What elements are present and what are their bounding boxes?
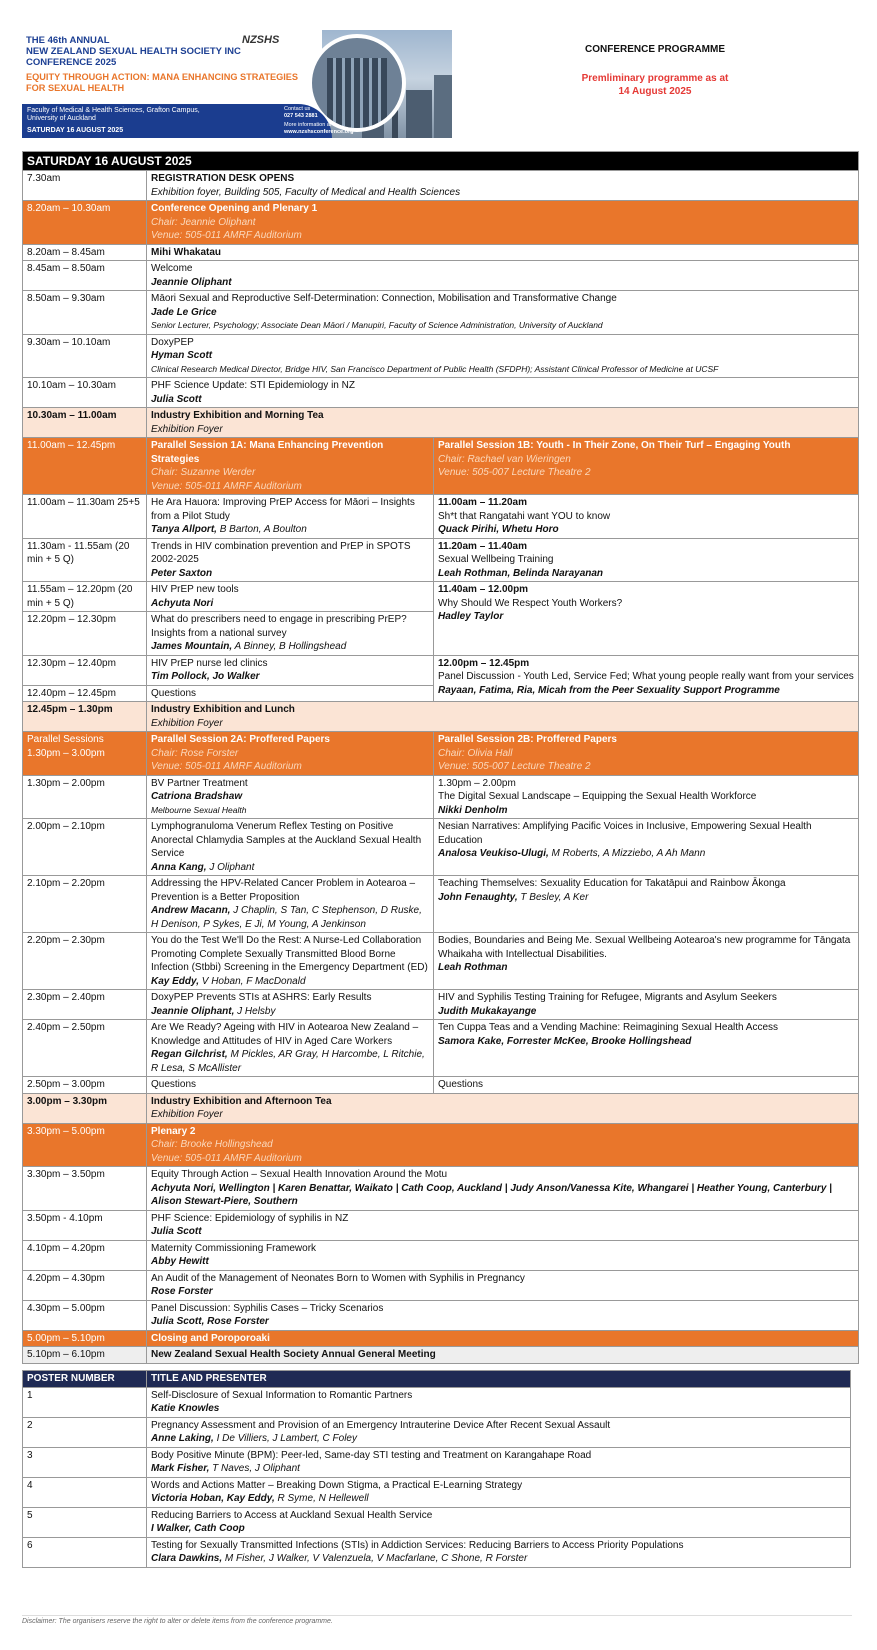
session2-row — [23, 775, 859, 819]
item-text: New Zealand Sexual Health Society Annual General Meeting — [151, 1349, 436, 1360]
parallel-session-header-row — [23, 732, 859, 776]
nzshs-logo: NZSHS — [242, 34, 280, 46]
presenter-name: John Fenaughty, — [438, 891, 518, 903]
programme-title: CONFERENCE PROGRAMME — [584, 44, 725, 55]
time-cell: 11.55am – 12.20pm (20 min + 5 Q) — [23, 582, 147, 612]
presenter-name: Rayaan, Fatima, Ria, Micah from the Peer Sexuality Support Programme — [438, 684, 780, 696]
item-text: 1.30pm – 2.00pm — [438, 777, 516, 789]
session1a-item — [147, 685, 434, 702]
item-text: Bodies, Boundaries and Being Me. Sexual Wellbeing Aotearoa's new programme for Tāngata Whaikaha with Intellectual Disabilities. — [438, 935, 851, 960]
session2a-item — [147, 819, 434, 876]
poster-number-header: POSTER NUMBER — [23, 1371, 147, 1388]
schedule-item — [147, 1210, 859, 1240]
time-cell: 12.20pm – 12.30pm — [23, 612, 147, 656]
presenter-name: Andrew Macann, — [151, 905, 231, 916]
session-detail: Chair: Rose Forster — [151, 747, 239, 759]
item-text: Māori Sexual and Reproductive Self-Determination: Connection, Mobilisation and Transformative Change — [151, 293, 617, 304]
banner-subtitle-line: FOR SEXUAL HEALTH — [26, 83, 125, 93]
item-text: He Ara Hauora: Improving PrEP Access for Māori – Insights from a Pilot Study — [151, 497, 415, 522]
banner-title-line: NEW ZEALAND SEXUAL HEALTH SOCIETY INC — [26, 46, 241, 57]
session2b-item — [434, 819, 859, 876]
item-text: What do prescribers need to engage in prescribing PrEP? Insights from a national survey — [151, 614, 407, 639]
presenter-name: James Mountain, — [151, 641, 233, 652]
parallel-session-b — [434, 438, 859, 495]
parallel-session-a — [147, 732, 434, 776]
poster-title-presenter — [147, 1417, 851, 1447]
schedule-row — [23, 244, 859, 261]
banner-venue-line: University of Auckland — [27, 115, 96, 122]
time-cell: 9.30am – 10.10am — [23, 334, 147, 378]
poster-row — [23, 1417, 851, 1447]
presenter-name: Abby Hewitt — [151, 1256, 209, 1267]
session-detail: Venue: 505-011 AMRF Auditorium — [151, 761, 302, 772]
session-title: Closing and Poroporoaki — [151, 1332, 270, 1344]
poster-title-presenter — [147, 1447, 851, 1477]
presenter-name: Anna Kang, — [151, 861, 207, 873]
time-cell: 11.00am – 12.45pm — [23, 438, 147, 495]
schedule-item — [147, 1330, 859, 1347]
schedule-row — [23, 1167, 859, 1211]
poster-lead-presenter: I Walker, — [151, 1523, 192, 1534]
posters-table — [22, 1370, 851, 1568]
schedule-row — [23, 1347, 859, 1364]
time-cell: 8.20am – 8.45am — [23, 244, 147, 261]
session-title: Parallel Session 1B: Youth - In Their Zone, On Their Turf – Engaging Youth — [438, 440, 791, 451]
poster-coauthors: R Syme, N Hellewell — [274, 1493, 369, 1504]
session2a-item — [147, 775, 434, 819]
time-cell: 4.20pm – 4.30pm — [23, 1270, 147, 1300]
time-cell: 2.50pm – 3.00pm — [23, 1077, 147, 1094]
item-text: Nesian Narratives: Amplifying Pacific Voices in Inclusive, Empowering Sexual Health Education — [438, 821, 812, 846]
banner-contact-line: More information at — [284, 122, 332, 128]
posters-header-row — [23, 1371, 851, 1388]
time-cell: 2.40pm – 2.50pm — [23, 1020, 147, 1077]
schedule-row — [23, 1093, 859, 1123]
session-title: Parallel Session 2A: Proffered Papers — [151, 734, 330, 745]
poster-lead-presenter: Anne Laking, — [151, 1433, 214, 1444]
time-cell: 5.00pm – 5.10pm — [23, 1330, 147, 1347]
disclaimer: Disclaimer: The organisers reserve the right to alter or delete items from the conference programme. — [22, 1615, 852, 1625]
presenter-name: Jeannie Oliphant — [151, 276, 232, 288]
poster-number: 6 — [23, 1537, 147, 1567]
poster-title: Body Positive Minute (BPM): Peer-led, Same-day STI testing and Treatment on Karangahape Road — [151, 1449, 592, 1461]
session-detail: Chair: Jeannie Oliphant — [151, 216, 256, 228]
poster-title: Pregnancy Assessment and Provision of an Emergency Intrauterine Device After Recent Sexual Assault — [151, 1419, 611, 1431]
banner-contact-link[interactable]: www.nzshsconference.org — [284, 129, 354, 135]
poster-lead-presenter: Clara Dawkins, — [151, 1553, 223, 1564]
item-text: V Hoban, F MacDonald — [198, 975, 306, 987]
session2-row — [23, 876, 859, 933]
poster-title: Self-Disclosure of Sexual Information to Romantic Partners — [151, 1389, 413, 1401]
item-text: J Chaplin, S Tan, C Stephenson, D Ruske, H Denison, P Sykes, E Ji, M Young, A Jenkinson — [151, 905, 422, 930]
presenter-name: Quack Pirihi, Whetu Horo — [438, 524, 559, 535]
item-text: Exhibition Foyer — [151, 1109, 223, 1120]
item-text: HIV PrEP nurse led clinics — [151, 657, 268, 669]
schedule-item — [147, 378, 859, 408]
item-text: J Oliphant — [206, 861, 255, 873]
parallel-session-header-row — [23, 438, 859, 495]
session-detail: Chair: Brooke Hollingshead — [151, 1139, 273, 1150]
item-text: REGISTRATION DESK OPENS — [151, 173, 295, 184]
time-cell: 8.45am – 8.50am — [23, 261, 147, 291]
time-line: 1.30pm – 3.00pm — [27, 747, 105, 759]
item-text: Questions — [151, 1079, 197, 1090]
time-cell: 2.00pm – 2.10pm — [23, 819, 147, 876]
poster-coauthors: M Fisher, J Walker, V Valenzuela, V Macfarlane, C Shone, R Forster — [222, 1553, 528, 1564]
parallel-session-a — [147, 438, 434, 495]
banner-subtitle-line: EQUITY THROUGH ACTION: MANA ENHANCING STRATEGIES — [26, 72, 299, 82]
item-text: Teaching Themselves: Sexuality Education for Takatāpui and Rainbow Ākonga — [438, 878, 786, 889]
item-text: B Barton, A Boulton — [216, 524, 307, 535]
item-text: HIV and Syphilis Testing Training for Refugee, Migrants and Asylum Seekers — [438, 992, 777, 1003]
time-cell: 2.10pm – 2.20pm — [23, 876, 147, 933]
time-cell: 11.30am - 11.55am (20 min + 5 Q) — [23, 538, 147, 582]
time-line: Parallel Sessions — [27, 734, 104, 745]
poster-title-presenter — [147, 1387, 851, 1417]
presenter-name: Leah Rothman — [438, 962, 508, 973]
poster-number: 1 — [23, 1387, 147, 1417]
time-cell: 3.00pm – 3.30pm — [23, 1093, 147, 1123]
session1b-item — [434, 582, 859, 656]
poster-title-presenter — [147, 1477, 851, 1507]
session1-row — [23, 582, 859, 612]
preliminary-note — [560, 72, 750, 98]
time-cell: 7.30am — [23, 171, 147, 201]
item-text: DoxyPEP — [151, 336, 194, 348]
presenter-name: Jade Le Grice — [151, 306, 217, 318]
item-text: Sexual Wellbeing Training — [438, 554, 554, 565]
poster-row — [23, 1447, 851, 1477]
presenter-name: Rose Forster — [151, 1286, 213, 1297]
poster-title-presenter — [147, 1507, 851, 1537]
session1a-item — [147, 495, 434, 539]
session-detail: Venue: 505-007 Lecture Theatre 2 — [438, 467, 591, 478]
item-text: M Roberts, A Mizziebo, A Ah Mann — [548, 848, 706, 859]
session2-row — [23, 1077, 859, 1094]
session2b-item — [434, 775, 859, 819]
item-text: Maternity Commissioning Framework — [151, 1242, 317, 1254]
schedule-row — [23, 291, 859, 335]
item-text: Exhibition Foyer — [151, 423, 223, 435]
time-cell: 2.20pm – 2.30pm — [23, 933, 147, 990]
presenter-name: Tanya Allport, — [151, 524, 217, 535]
poster-number: 3 — [23, 1447, 147, 1477]
session-detail: Chair: Suzanne Werder — [151, 467, 256, 478]
item-text: Industry Exhibition and Morning Tea — [151, 410, 324, 421]
item-text: You do the Test We'll Do the Rest: A Nurse-Led Collaboration Promoting Complete Sexually Transmitted Blood Borne Infection (Stbbi) Screening in the Emergency Department (ED) — [151, 935, 428, 973]
time-cell: 5.10pm – 6.10pm — [23, 1347, 147, 1364]
session-detail: Venue: 505-007 Lecture Theatre 2 — [438, 761, 591, 772]
time-cell: 3.50pm - 4.10pm — [23, 1210, 147, 1240]
schedule-row — [23, 1330, 859, 1347]
session1b-item — [434, 655, 859, 702]
item-text: Senior Lecturer, Psychology; Associate Dean Māori / Manupiri, Faculty of Science Administration, University of Auckland — [151, 320, 603, 330]
preliminary-note-line: Premliminary programme as at — [581, 73, 729, 84]
schedule-item — [147, 1093, 859, 1123]
schedule-row — [23, 1123, 859, 1167]
schedule-item — [147, 408, 859, 438]
schedule-table — [22, 151, 859, 1364]
poster-title-presenter — [147, 1537, 851, 1567]
session2b-item — [434, 990, 859, 1020]
item-text: Mihi Whakatau — [151, 246, 222, 258]
banner-venue-band — [22, 104, 354, 138]
session2-row — [23, 1020, 859, 1077]
item-text: Exhibition Foyer — [151, 717, 223, 729]
item-text: Lymphogranuloma Venerum Reflex Testing on Positive Anorectal Chlamydia Samples at the Auckland Sexual Health Service — [151, 821, 422, 859]
schedule-row — [23, 702, 859, 732]
schedule-row — [23, 1240, 859, 1270]
poster-lead-presenter: Katie Knowles — [151, 1403, 220, 1414]
item-text: J Helsby — [234, 1005, 276, 1017]
item-text: The Digital Sexual Landscape – Equipping the Sexual Health Workforce — [438, 791, 757, 802]
banner-title-line: THE 46th ANNUAL — [26, 35, 110, 46]
poster-coauthors: T Naves, J Oliphant — [209, 1463, 300, 1474]
session1-row — [23, 655, 859, 685]
session-detail: Venue: 505-011 AMRF Auditorium — [151, 230, 302, 241]
presenter-name: Samora Kake, Forrester McKee, Brooke Hollingshead — [438, 1035, 692, 1047]
poster-row — [23, 1537, 851, 1567]
schedule-item — [147, 171, 859, 201]
schedule-item — [147, 291, 859, 335]
session2a-item — [147, 933, 434, 990]
poster-lead-presenter: Victoria Hoban, Kay Eddy, — [151, 1493, 275, 1504]
schedule-row — [23, 201, 859, 245]
presenter-name: Julia Scott, Rose Forster — [151, 1316, 269, 1327]
item-text: An Audit of the Management of Neonates Born to Women with Syphilis in Pregnancy — [151, 1272, 525, 1284]
session2b-item — [434, 876, 859, 933]
session1b-item — [434, 495, 859, 539]
item-text: Panel Discussion - Youth Led, Service Fed; What young people really want from your services — [438, 671, 854, 682]
poster-number: 5 — [23, 1507, 147, 1537]
session2a-item — [147, 990, 434, 1020]
day-header-row — [23, 152, 859, 171]
session1a-item — [147, 582, 434, 612]
poster-title-header: TITLE AND PRESENTER — [147, 1371, 851, 1388]
schedule-item — [147, 334, 859, 378]
time-cell: 10.30am – 11.00am — [23, 408, 147, 438]
time-cell: 2.30pm – 2.40pm — [23, 990, 147, 1020]
session2b-item — [434, 1077, 859, 1094]
item-text: Melbourne Sexual Health — [151, 804, 247, 815]
session2-row — [23, 819, 859, 876]
time-cell: 12.30pm – 12.40pm — [23, 655, 147, 685]
item-text: 11.20am – 11.40am — [438, 540, 527, 552]
presenter-name: Leah Rothman, Belinda Narayanan — [438, 567, 604, 579]
time-cell: 10.10am – 10.30am — [23, 378, 147, 408]
schedule-row — [23, 1300, 859, 1330]
schedule-item — [147, 702, 859, 732]
session2a-item — [147, 1077, 434, 1094]
session-detail: Chair: Olivia Hall — [438, 747, 513, 759]
banner-date: SATURDAY 16 AUGUST 2025 — [27, 127, 124, 134]
item-text: Industry Exhibition and Lunch — [151, 704, 295, 715]
session2-row — [23, 933, 859, 990]
time-cell: 4.30pm – 5.00pm — [23, 1300, 147, 1330]
time-cell: 11.00am – 11.30am 25+5 — [23, 495, 147, 539]
poster-row — [23, 1477, 851, 1507]
banner-title-line: CONFERENCE 2025 — [26, 57, 117, 68]
schedule-row — [23, 1210, 859, 1240]
poster-title: Testing for Sexually Transmitted Infections (STIs) in Addiction Services: Reducing Barriers to Access Priority Populations — [151, 1539, 684, 1551]
session-title: Parallel Session 1A: Mana Enhancing Prevention Strategies — [151, 440, 384, 465]
presenter-name: Regan Gilchrist, — [151, 1049, 228, 1060]
schedule-item — [147, 1347, 859, 1364]
item-text: Exhibition foyer, Building 505, Faculty of Medical and Health Sciences — [151, 186, 461, 198]
presenter-name: Hadley Taylor — [438, 611, 504, 622]
time-cell: 3.30pm – 5.00pm — [23, 1123, 147, 1167]
session-title: Conference Opening and Plenary 1 — [151, 203, 318, 214]
item-text: Welcome — [151, 263, 193, 274]
presenter-name: Kay Eddy, — [151, 975, 199, 987]
session1a-item — [147, 538, 434, 582]
presenter-name: Achyuta Nori — [151, 597, 214, 609]
item-text: Questions — [151, 687, 197, 699]
session2a-item — [147, 876, 434, 933]
schedule-row — [23, 261, 859, 291]
item-text: Questions — [438, 1079, 484, 1090]
presenter-name: Hyman Scott — [151, 350, 213, 361]
poster-row — [23, 1387, 851, 1417]
session1b-item — [434, 538, 859, 582]
item-text: M Pickles, AR Gray, H Harcombe, L Ritchie, R Lesa, S McAllister — [151, 1049, 425, 1074]
session2-row — [23, 990, 859, 1020]
item-text: BV Partner Treatment — [151, 777, 248, 789]
presenter-name: Analosa Veukiso-Ulugi, — [438, 848, 549, 859]
time-cell: 1.30pm – 2.00pm — [23, 775, 147, 819]
poster-number: 4 — [23, 1477, 147, 1507]
presenter-name: Achyuta Nori, Wellington | Karen Benattar, Waikato | Cath Coop, Auckland | Judy Anson/Vanessa Kite, Whangarei | Heather Young, Canterbury | Alison Stewart-Piere, Southern — [151, 1182, 832, 1207]
banner-contact-line: Contact us — [284, 106, 311, 112]
schedule-row — [23, 378, 859, 408]
item-text: DoxyPEP Prevents STIs at ASHRS: Early Results — [151, 992, 372, 1003]
schedule-row — [23, 1270, 859, 1300]
session-detail: Chair: Rachael van Wieringen — [438, 453, 571, 465]
item-text: Trends in HIV combination prevention and PrEP in SPOTS 2002-2025 — [151, 540, 411, 565]
item-text: PHF Science: Epidemiology of syphilis in NZ — [151, 1212, 349, 1224]
item-text: Panel Discussion: Syphilis Cases – Tricky Scenarios — [151, 1302, 384, 1314]
item-text: Industry Exhibition and Afternoon Tea — [151, 1095, 332, 1107]
session1a-item — [147, 612, 434, 656]
schedule-row — [23, 408, 859, 438]
time-cell: 8.20am – 10.30am — [23, 201, 147, 245]
item-text: Why Should We Respect Youth Workers? — [438, 597, 623, 609]
item-text: PHF Science Update: STI Epidemiology in NZ — [151, 380, 355, 391]
poster-coauthors: I De Villiers, J Lambert, C Foley — [213, 1433, 357, 1444]
banner-venue-line: Faculty of Medical & Health Sciences, Grafton Campus, — [27, 107, 200, 114]
day-title: SATURDAY 16 AUGUST 2025 — [23, 152, 859, 171]
item-text: A Binney, B Hollingshead — [232, 641, 347, 652]
schedule-item — [147, 1270, 859, 1300]
session1a-item — [147, 655, 434, 685]
session2a-item — [147, 1020, 434, 1077]
schedule-row — [23, 334, 859, 378]
schedule-item — [147, 201, 859, 245]
time-cell: 12.40pm – 12.45pm — [23, 685, 147, 702]
item-text: Equity Through Action – Sexual Health Innovation Around the Motu — [151, 1169, 448, 1180]
session2b-item — [434, 933, 859, 990]
poster-row — [23, 1507, 851, 1537]
item-text: Clinical Research Medical Director, Bridge HIV, San Francisco Department of Public Health (SFDPH); Assistant Clinical Professor of Medicine at UCSF — [151, 363, 719, 374]
poster-title: Words and Actions Matter – Breaking Down Stigma, a Practical E-Learning Strategy — [151, 1479, 523, 1491]
schedule-item — [147, 1300, 859, 1330]
presenter-name: Peter Saxton — [151, 567, 213, 579]
item-text: Ten Cuppa Teas and a Vending Machine: Reimagining Sexual Health Access — [438, 1022, 779, 1033]
banner-contact-line: 027 543 2881 — [284, 113, 318, 119]
item-text: T Besley, A Ker — [517, 891, 589, 903]
session-title: Parallel Session 2B: Proffered Papers — [438, 734, 617, 745]
session2b-item — [434, 1020, 859, 1077]
poster-title: Reducing Barriers to Access at Auckland Sexual Health Service — [151, 1509, 433, 1521]
item-text: Addressing the HPV-Related Cancer Problem in Aotearoa – Prevention is a Better Proposition — [151, 878, 416, 903]
item-text: HIV PrEP new tools — [151, 584, 239, 595]
item-text: Are We Ready? Ageing with HIV in Aotearoa New Zealand – Knowledge and Attitudes of HIV in Aged Care Workers — [151, 1022, 419, 1047]
item-text: Sh*t that Rangatahi want YOU to know — [438, 510, 611, 522]
presenter-name: Judith Mukakayange — [438, 1005, 537, 1017]
session1-row — [23, 495, 859, 539]
parallel-session-b — [434, 732, 859, 776]
presenter-name: Tim Pollock, Jo Walker — [151, 671, 260, 682]
schedule-item — [147, 1240, 859, 1270]
session-detail: Venue: 505-011 AMRF Auditorium — [151, 1152, 302, 1164]
time-cell: 3.30pm – 3.50pm — [23, 1167, 147, 1211]
time-cell: 12.45pm – 1.30pm — [23, 702, 147, 732]
time-cell: 8.50am – 9.30am — [23, 291, 147, 335]
poster-number: 2 — [23, 1417, 147, 1447]
poster-coauthors: Cath Coop — [191, 1523, 245, 1534]
presenter-name: Catriona Bradshaw — [151, 791, 243, 802]
item-text: 12.00pm – 12.45pm — [438, 657, 530, 669]
schedule-item — [147, 1167, 859, 1211]
poster-lead-presenter: Mark Fisher, — [151, 1463, 210, 1474]
presenter-name: Julia Scott — [151, 393, 202, 405]
preliminary-note-date: 14 August 2025 — [618, 86, 692, 97]
schedule-item — [147, 244, 859, 261]
time-cell: 4.10pm – 4.20pm — [23, 1240, 147, 1270]
schedule-row — [23, 171, 859, 201]
schedule-item — [147, 261, 859, 291]
presenter-name: Jeannie Oliphant, — [151, 1005, 235, 1017]
item-text: 11.00am – 11.20am — [438, 497, 527, 508]
session-title: Plenary 2 — [151, 1125, 196, 1137]
item-text: 11.40am – 12.00pm — [438, 584, 529, 595]
schedule-item — [147, 1123, 859, 1167]
session-detail: Venue: 505-011 AMRF Auditorium — [151, 480, 302, 492]
time-cell — [23, 732, 147, 776]
conference-banner — [22, 30, 452, 138]
session1-row — [23, 538, 859, 582]
presenter-name: Julia Scott — [151, 1226, 202, 1237]
presenter-name: Nikki Denholm — [438, 804, 508, 816]
